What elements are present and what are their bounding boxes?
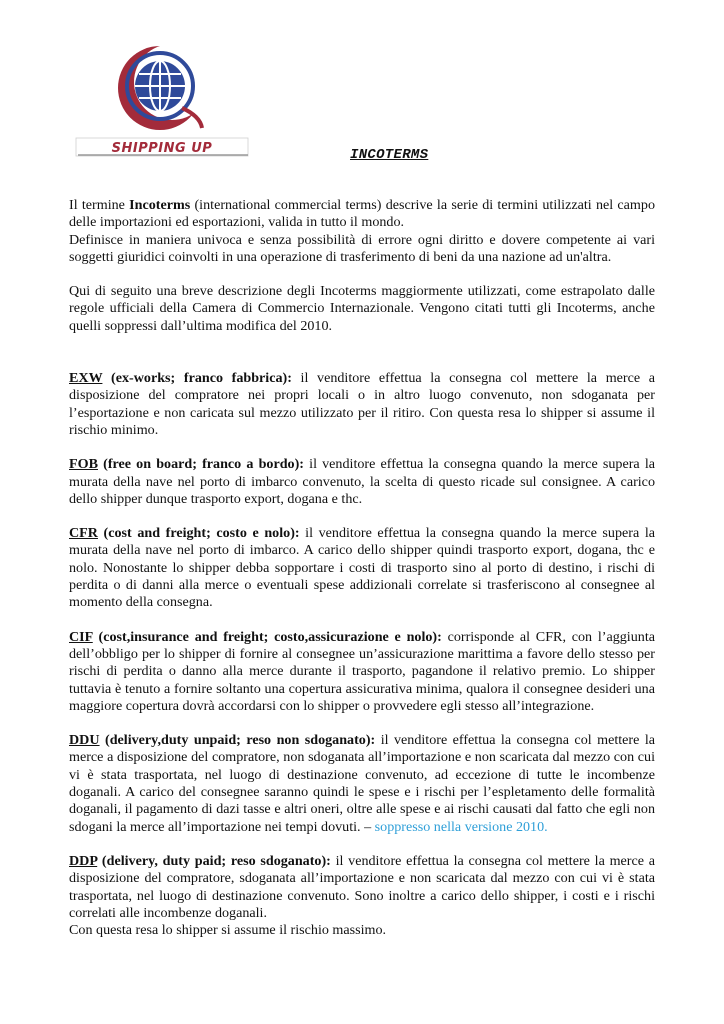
term-code: EXW xyxy=(69,370,103,387)
term-label: (cost,insurance and freight; costo,assicurazione e nolo): xyxy=(92,628,442,645)
globe-logo-icon xyxy=(72,38,252,160)
intro-paragraph-1: Il termine Incoterms (international commercial terms) descrive la serie di termini utilizzati nel campo delle importazioni ed esportazioni, valida in tutto il mondo. xyxy=(69,197,655,231)
term-code: FOB xyxy=(69,456,98,473)
term-label: (delivery, duty paid; reso sdoganato): xyxy=(97,852,331,869)
term-label: (ex-works; franco fabbrica): xyxy=(102,370,292,387)
term-cif xyxy=(69,629,655,715)
shipping-up-logo xyxy=(72,38,252,160)
term-text: il venditore effettua la consegna col mettere la merce a disposizione del compratore, sdoganata all’importazione e non scaricata dal mezzo con cui vi è stata trasportata, nel luogo di destinazione convenuto. Sono inoltre a carico dello shipper, i costi e i rischi correlati alle incombenze doganali. xyxy=(69,852,655,921)
suppressed-note: soppresso nella versione 2010. xyxy=(374,818,548,835)
logo-text: SHIPPING UP xyxy=(111,141,213,156)
intro-paragraph-3: Qui di seguito una breve descrizione degli Incoterms maggiormente utilizzati, come estrapolato dalle regole ufficiali della Camera di Commercio Internazionale. Vengono citati tutti gli Incoterms, anche quelli soppressi dall’ultima modifica del 2010. xyxy=(69,283,655,334)
term-ddp xyxy=(69,853,655,922)
term-text: il venditore effettua la consegna quando la merce supera la murata della nave nel porto di imbarco. A carico dello shipper quindi trasporto export, dogana, thc e nolo. Nonostante lo shipper debba sopportare i costi di trasporto sino al porto di destino, i rischi di perdita o di danni alla merce o eventuali spese addizionali correlate si trasferiscono al consegnee al momento della consegna. xyxy=(69,525,655,611)
term-fob xyxy=(69,456,655,508)
term-text: il venditore effettua la consegna col mettere la merce a disposizione del compratore, non sdoganata all’importazione e non scaricata dal mezzo con cui vi è stata trasportata, nel luogo di destinazione convenuto, ad eccezione di tutte le incombenze doganali. A carico del consegnee saranno quindi le spese e i rischi per l’espletamento delle formalità doganali, il pagamento di dazi tasse e altri oneri, oltre alle spese e ai rischi causati dal fatto che egli non sdogani la merce all’importazione nei tempi dovuti. – xyxy=(69,732,655,835)
term-label: (free on board; franco a bordo): xyxy=(97,456,304,473)
intro-paragraph-2: Definisce in maniera univoca e senza possibilità di errore ogni diritto e dovere competente ai vari soggetti giuridici coinvolti in una operazione di trasferimento di beni da una nazione ad un'altra. xyxy=(69,231,655,265)
document-body xyxy=(69,197,655,939)
page-title: INCOTERMS xyxy=(350,147,429,163)
term-cfr xyxy=(69,525,655,611)
term-ddu xyxy=(69,732,655,836)
term-code: DDP xyxy=(69,852,98,869)
incoterms-bold: Incoterms xyxy=(129,197,191,213)
term-code: DDU xyxy=(69,732,100,749)
term-code: CIF xyxy=(69,628,93,645)
term-label: (delivery,duty unpaid; reso non sdoganato): xyxy=(99,732,376,749)
term-code: CFR xyxy=(69,525,98,542)
closing-line: Con questa resa lo shipper si assume il rischio massimo. xyxy=(69,922,387,939)
term-text: corrisponde al CFR, con l’aggiunta dell’obbligo per lo shipper di fornire al consegnee un’assicurazione marittima a favore dello stesso per rischi di perdita o danno alla merce durante il trasporto, pagandone il relativo premio. Lo shipper tuttavia è tenuto a fornire soltanto una copertura assicurativa minima, qualora il consegnee desideri una maggiore copertura dovrà accordarsi con lo shipper o provvedere egli stesso all’integrazione. xyxy=(69,628,655,714)
term-text: il venditore effettua la consegna quando la merce supera la murata della nave nel porto di imbarco convenuto, la scelta di questo ricade sul consignee. A carico dello shipper dunque trasporto export, dogana e thc. xyxy=(69,456,655,507)
term-text: il venditore effettua la consegna col mettere la merce a disposizione del compratore nei propri locali o in altro luogo convenuto, non sdoganata per l’esportazione e non caricata sul mezzo utilizzato per il ritiro. Con questa resa lo shipper si assume il rischio minimo. xyxy=(69,370,655,438)
term-label: (cost and freight; costo e nolo): xyxy=(97,525,300,542)
term-exw xyxy=(69,370,655,439)
